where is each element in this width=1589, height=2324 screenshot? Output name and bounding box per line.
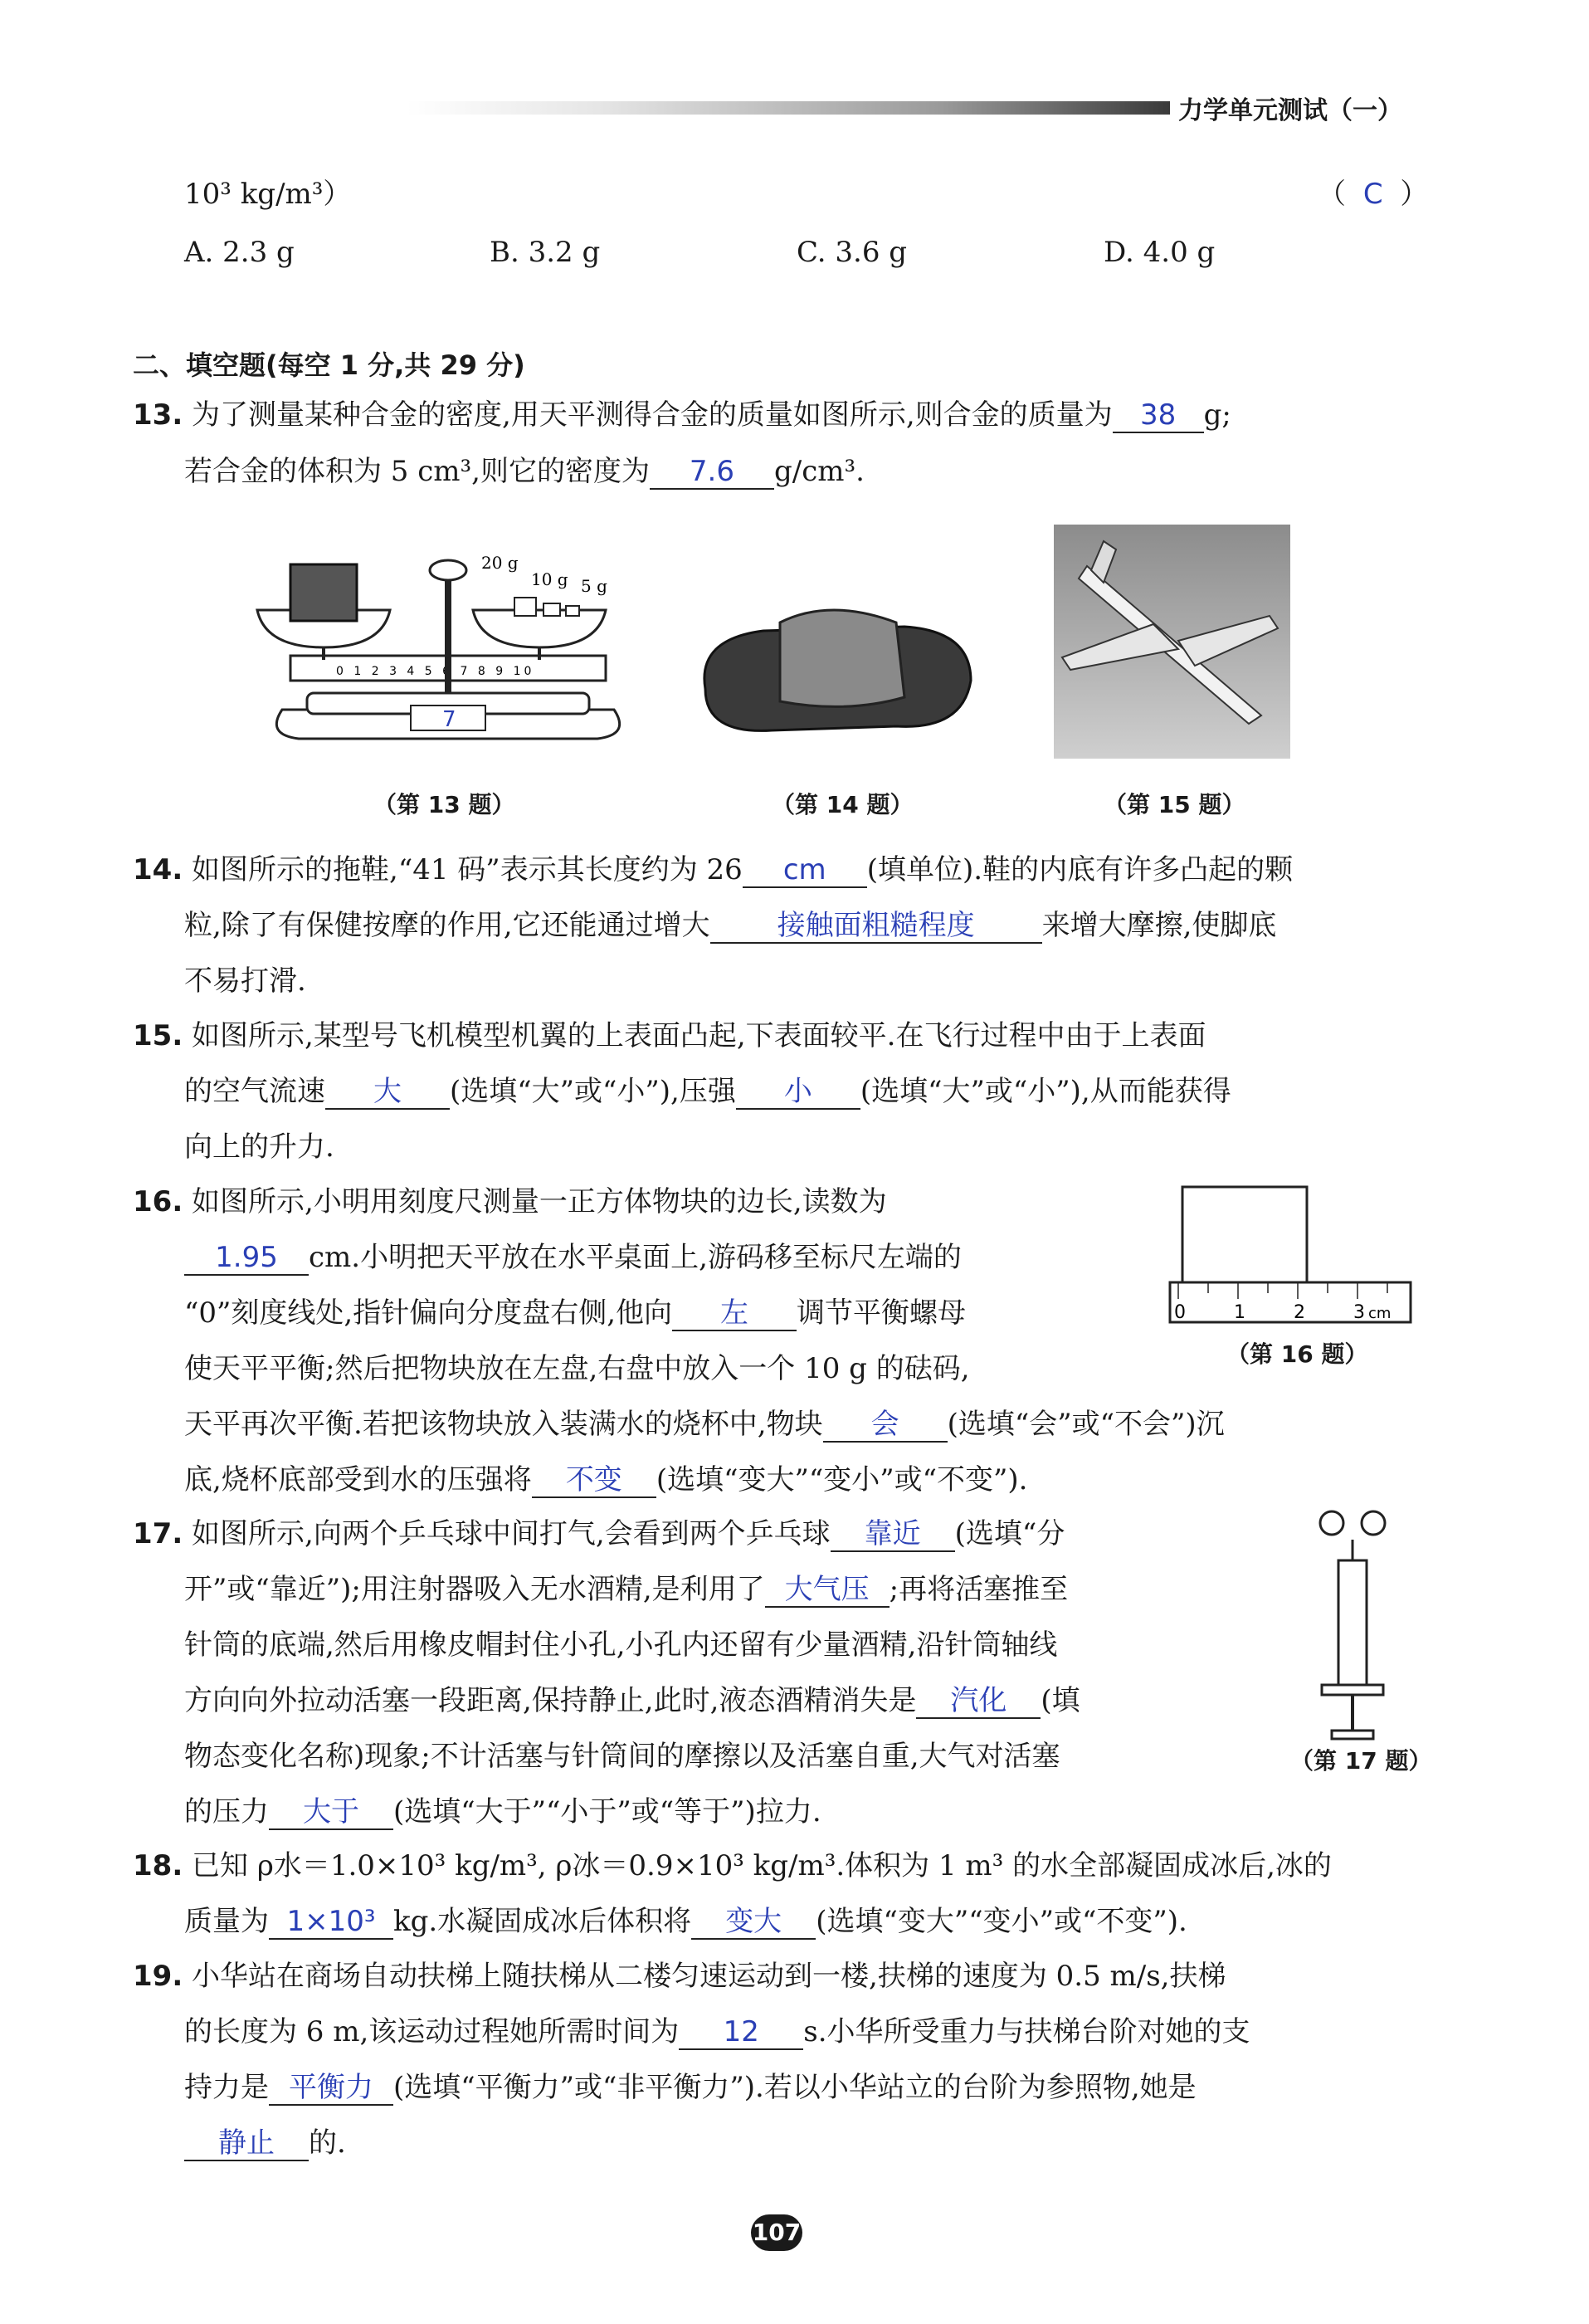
q16-text5: 天平再次平衡.若把该物块放入装满水的烧杯中,物块 [184,1408,823,1441]
syringe-flange [1322,1685,1383,1695]
q14-text3: 粒,除了有保健按摩的作用,它还能通过增大 [184,909,710,942]
q14-blank1: cm [743,853,867,888]
q16-text1: 如图所示,小明用刻度尺测量一正方体物块的边长,读数为 [192,1185,887,1218]
q15-text1: 如图所示,某型号飞机模型机翼的上表面凸起,下表面较平.在飞行过程中由于上表面 [192,1019,1206,1052]
q17-line6 [184,1794,821,1830]
weight-10g [543,603,560,616]
q16-text8: (选填“变大”“变小”或“不变”). [656,1463,1028,1496]
q14-text1: 如图所示的拖鞋,“41 码”表示其长度约为 26 [192,853,743,886]
q16-blank3: 会 [823,1408,948,1443]
q19-line4 [184,2125,346,2161]
header-decoration-bar [407,101,1170,115]
q17-text3: 开”或“靠近”);用注射器吸入无水酒精,是利用了 [184,1573,765,1606]
q13-blank2: 7.6 [650,455,774,490]
q18-line1 [133,1848,1332,1884]
q19-blank1: 12 [679,2015,803,2050]
q15-text3: (选填“大”或“小”),压强 [450,1075,736,1108]
q16-text2: cm.小明把天平放在水平桌面上,游码移至标尺左端的 [309,1241,962,1274]
paren-open: （ [1318,178,1346,211]
q16-line2 [184,1239,962,1276]
balance-figure [249,544,647,759]
q19-text1: 小华站在商场自动扶梯上随扶梯从二楼匀速运动到一楼,扶梯的速度为 0.5 m/s,扶梯 [192,1960,1226,1993]
q18-line2 [184,1903,1187,1940]
q19-text3: s.小华所受重力与扶梯台阶对她的支 [803,2015,1250,2048]
ruler-tick-0: 0 [1174,1302,1186,1323]
caption-13: （第 13 题） [373,791,515,818]
q14-text2: (填单位).鞋的内底有许多凸起的颗 [866,853,1294,886]
q16-blank2: 左 [672,1296,797,1331]
q12-tail: 10³ kg/m³） [184,178,352,211]
q19-blank3: 静止 [184,2126,309,2161]
q15-number: 15. [133,1019,183,1052]
q16-blank1: 1.95 [184,1241,309,1276]
q17-text1: 如图所示,向两个乒乓球中间打气,会看到两个乒乓球 [192,1517,831,1550]
q15-blank2: 小 [736,1075,860,1110]
q14-line1 [133,852,1293,888]
q17-line1 [133,1516,1065,1552]
slipper-figure [689,589,987,755]
syringe-thumb-rest [1332,1731,1373,1739]
alloy-block [290,564,357,621]
q14-text4: 来增大摩擦,使脚底 [1041,909,1277,942]
q18-blank1: 1×10³ [269,1905,393,1940]
q15-text4: (选填“大”或“小”),从而能获得 [860,1075,1231,1108]
q16-line3 [184,1295,966,1331]
q18-text2: 质量为 [184,1905,269,1938]
weight-20g [514,598,536,616]
caption-17: （第 17 题） [1290,1747,1432,1775]
q13-text3: 若合金的体积为 5 cm³,则它的密度为 [184,455,650,488]
q16-line4: 使天平平衡;然后把物块放在左盘,右盘中放入一个 10 g 的砝码, [184,1352,970,1385]
q12-option-a: A. 2.3 g [184,236,295,269]
q17-line2 [184,1571,1068,1608]
section-title: 二、填空题(每空 1 分,共 29 分) [133,349,525,381]
q13-number: 13. [133,398,183,432]
q17-text4: ;再将活塞推至 [889,1573,1069,1606]
ruler-unit: cm [1368,1305,1392,1322]
q18-number: 18. [133,1849,183,1882]
header-title: 力学单元测试（一） [1178,96,1402,125]
balance-display-digit: 7 [442,707,456,732]
balance-knob [430,560,466,580]
q18-blank2: 变大 [691,1905,816,1940]
q17-line4 [184,1682,1080,1719]
ping-pong-ball-left [1320,1511,1343,1535]
q17-blank3: 汽化 [916,1684,1041,1719]
ruler-tick-3: 3 [1353,1302,1365,1323]
q13-text4: g/cm³. [773,455,865,488]
q19-text4: 持力是 [184,2071,269,2104]
q13-line2 [184,453,865,490]
q16-blank4: 不变 [532,1463,656,1498]
q19-text2: 的长度为 6 m,该运动过程她所需时间为 [184,2015,680,2048]
q17-blank1: 靠近 [831,1517,955,1552]
q12-answer: C [1362,178,1383,211]
q19-text5: (选填“平衡力”或“非平衡力”).若以小华站立的台阶为参照物,她是 [393,2071,1197,2104]
q17-text8: (选填“大于”“小于”或“等于”)拉力. [393,1795,821,1828]
q19-blank2: 平衡力 [269,2071,393,2106]
q19-line2 [184,2014,1250,2050]
ruler-figure [1166,1179,1415,1328]
ruler-tick-1: 1 [1234,1302,1245,1323]
q13-text2: g; [1203,398,1231,432]
slipper-strap [780,610,904,706]
ping-pong-ball-right [1362,1511,1385,1535]
syringe-figure [1307,1506,1406,1747]
q13-blank1: 38 [1113,398,1204,433]
q17-text5: 方向向外拉动活塞一段距离,保持静止,此时,液态酒精消失是 [184,1684,917,1717]
q15-line2 [184,1073,1231,1110]
weight-5g [566,606,579,616]
q15-line1 [133,1018,1206,1054]
q15-text2: 的空气流速 [184,1075,325,1108]
q16-line6 [184,1462,1027,1498]
q12-option-b: B. 3.2 g [490,236,601,269]
caption-14: （第 14 题） [772,791,914,818]
q14-blank2: 接触面粗糙程度 [710,909,1042,944]
right-pan [473,610,606,647]
q19-number: 19. [133,1960,183,1993]
q13-text1: 为了测量某种合金的密度,用天平测得合金的质量如图所示,则合金的质量为 [192,398,1113,432]
q15-line3: 向上的升力. [184,1130,334,1164]
q18-text1: 已知 ρ水＝1.0×10³ kg/m³, ρ冰＝0.9×10³ kg/m³.体积为 1 m³ 的水全部凝固成冰后,冰的 [192,1849,1332,1882]
caption-16: （第 16 题） [1226,1340,1368,1368]
q12-answer-paren [1318,176,1428,212]
page-number: 107 [751,2214,802,2251]
q14-line3: 不易打滑. [184,964,306,998]
q17-number: 17. [133,1517,183,1550]
q16-line1 [133,1184,887,1220]
label-5g: 5 g [581,576,607,596]
ruler-tick-2: 2 [1294,1302,1305,1323]
q16-text6: (选填“会”或“不会”)沉 [947,1408,1225,1441]
label-10g: 10 g [531,569,568,589]
q16-number: 16. [133,1185,183,1218]
q19-line3 [184,2069,1197,2106]
q18-text3: kg.水凝固成冰后体积将 [393,1905,692,1938]
q19-text6: 的. [309,2126,346,2160]
syringe-barrel [1338,1560,1367,1685]
q17-text7: 的压力 [184,1795,269,1828]
q17-line3: 针筒的底端,然后用橡皮帽封住小孔,小孔内还留有少量酒精,沿针筒轴线 [184,1628,1058,1662]
q16-text4: 调节平衡螺母 [797,1296,967,1330]
paren-close: ） [1400,178,1429,211]
q16-text7: 底,烧杯底部受到水的压强将 [184,1463,532,1496]
q16-text3: “0”刻度线处,指针偏向分度盘右侧,他向 [184,1296,673,1330]
q17-blank4: 大于 [269,1795,393,1830]
q12-option-d: D. 4.0 g [1104,236,1216,269]
q14-line2 [184,907,1276,944]
q12-option-c: C. 3.6 g [797,236,908,269]
q17-text2: (选填“分 [954,1517,1065,1550]
q17-blank2: 大气压 [765,1573,890,1608]
balance-ruler-labels: 0 1 2 3 4 5 6 7 8 9 10 [336,665,535,678]
q15-blank1: 大 [325,1075,450,1110]
cube [1182,1187,1307,1282]
airplane-figure [1054,525,1290,759]
q13-line1 [133,397,1231,433]
q16-line5 [184,1406,1225,1443]
label-20g: 20 g [481,553,519,573]
caption-15: （第 15 题） [1104,791,1245,818]
q17-text6: (填 [1041,1684,1080,1717]
q18-text4: (选填“变大”“变小”或“不变”). [816,1905,1187,1938]
q19-line1 [133,1958,1226,1994]
q17-line5: 物态变化名称)现象;不计活塞与针筒间的摩擦以及活塞自重,大气对活塞 [184,1740,1060,1773]
q14-number: 14. [133,853,183,886]
